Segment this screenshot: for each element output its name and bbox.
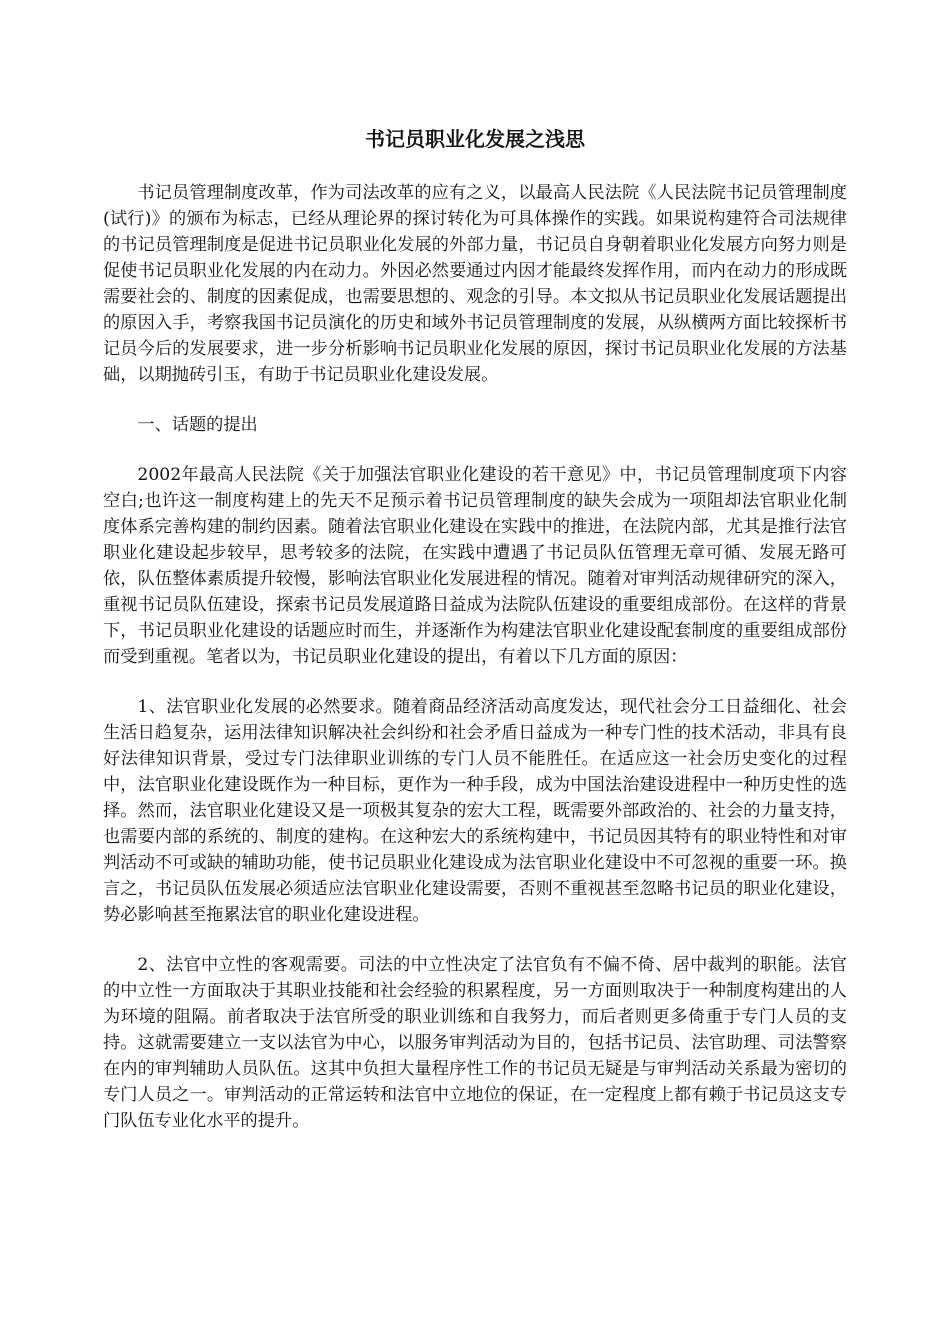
paragraph-reason-2: 2、法官中立性的客观需要。司法的中立性决定了法官负有不偏不倚、居中裁判的职能。法官的中立性一方面取决于其职业技能和社会经验的积累程度，另一方面则取决于一种制度构建出的人为环境的阻隔。前者取决于法官所受的职业训练和自我努力，而后者则更多倚重于专门人员的支持。这就需要建立一支以法官为中心，以服务审判活动为目的，包括书记员、法官助理、司法警察在内的审判辅助人员队伍。这其中负担大量程序性工作的书记员无疑是与审判活动关系最为密切的专门人员之一。审判活动的正常运转和法官中立地位的保证，在一定程度上都有赖于书记员这支专门队伍专业化水平的提升。 xyxy=(103,955,847,1131)
paragraph-background: 2002年最高人民法院《关于加强法官职业化建设的若干意见》中，书记员管理制度项下内容空白;也许这一制度构建上的先天不足预示着书记员管理制度的缺失会成为一项阻却法官职业化制度体系完善构建的制约因素。随着法官职业化建设在实践中的推进，在法院内部，尤其是推行法官职业化建设起步较早，思考较多的法院，在实践中遭遇了书记员队伍管理无章可循、发展无路可依，队伍整体素质提升较慢，影响法官职业化发展进程的情况。随着对审判活动规律研究的深入，重视书记员队伍建设，探索书记员发展道路日益成为法院队伍建设的重要组成部份。在这样的背景下，书记员职业化建设的话题应时而生，并逐渐作为构建法官职业化建设配套制度的重要组成部份而受到重视。笔者以为，书记员职业化建设的提出，有着以下几方面的原因： xyxy=(103,465,847,667)
paragraph-reason-1: 1、法官职业化发展的必然要求。随着商品经济活动高度发达，现代社会分工日益细化、社会生活日趋复杂，运用法律知识解决社会纠纷和社会矛盾日益成为一种专门性的技术活动，非具有良好法律知识背景，受过专门法律职业训练的专门人员不能胜任。在适应这一社会历史变化的过程中，法官职业化建设既作为一种目标，更作为一种手段，成为中国法治建设进程中一种历史性的选择。然而，法官职业化建设又是一项极其复杂的宏大工程，既需要外部政治的、社会的力量支持，也需要内部的系统的、制度的建构。在这种宏大的系统构建中，书记员因其特有的职业特性和对审判活动不可或缺的辅助功能，使书记员职业化建设成为法官职业化建设中不可忽视的重要一环。换言之，书记员队伍发展必须适应法官职业化建设需要，否则不重视甚至忽略书记员的职业化建设，势必影响甚至拖累法官的职业化建设进程。 xyxy=(103,697,847,925)
document-body xyxy=(103,180,847,1158)
document-title: 书记员职业化发展之浅思 xyxy=(365,127,585,151)
section-heading: 一、话题的提出 xyxy=(137,415,258,435)
document-page xyxy=(103,0,847,1344)
paragraph-intro: 书记员管理制度改革，作为司法改革的应有之义，以最高人民法院《人民法院书记员管理制度(试行)》的颁布为标志，已经从理论界的探讨转化为可具体操作的实践。如果说构建符合司法规律的书记员管理制度是促进书记员职业化发展的外部力量，书记员自身朝着职业化发展方向努力则是促使书记员职业化发展的内在动力。外因必然要通过内因才能最终发挥作用，而内在动力的形成既需要社会的、制度的因素促成，也需要思想的、观念的引导。本文拟从书记员职业化发展话题提出的原因入手，考察我国书记员演化的历史和域外书记员管理制度的发展，从纵横两方面比较探析书记员今后的发展要求，进一步分析影响书记员职业化发展的原因，探讨书记员职业化发展的方法基础，以期抛砖引玉，有助于书记员职业化建设发展。 xyxy=(103,183,847,385)
